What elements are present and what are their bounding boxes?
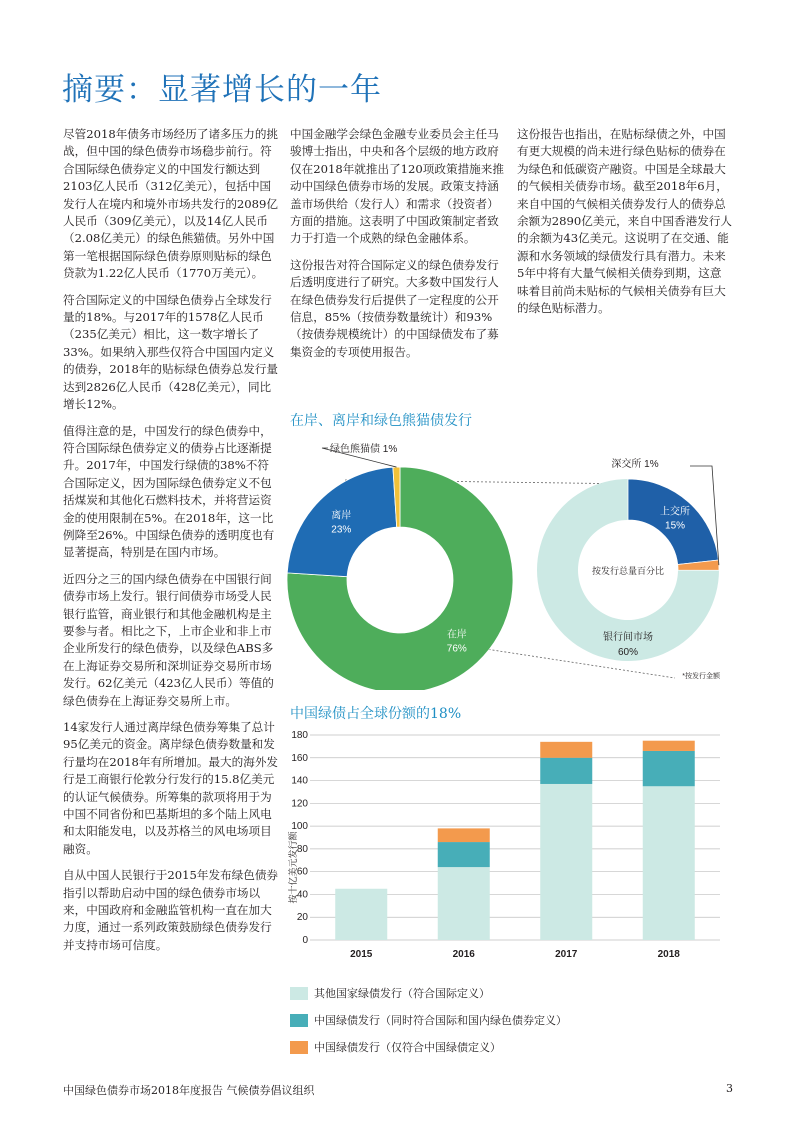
bar-segment xyxy=(438,867,490,940)
slice-name: 银行间市场 xyxy=(603,632,653,643)
page-title: 摘要：显著增长的一年 xyxy=(62,72,382,108)
column-2 xyxy=(290,126,505,370)
legend-label: 其他国家绿债发行（符合国际定义） xyxy=(314,987,490,1000)
bar-segment xyxy=(335,889,387,940)
bar-segment xyxy=(540,784,592,940)
x-tick-label: 2015 xyxy=(350,949,373,960)
slice-name: 在岸 xyxy=(446,629,467,641)
y-tick-label: 120 xyxy=(291,798,308,810)
bar-segment xyxy=(643,751,695,786)
slice-value: 23% xyxy=(331,524,352,536)
donut-charts xyxy=(280,440,740,690)
slice-value: 76% xyxy=(446,643,467,655)
paragraph: 符合国际定义的中国绿色债券占全球发行量的18%。与2017年的1578亿人民币（235亿美元）相比，这一数字增长了33%。如果纳入那些仅符合中国国内定义的债券，2018年的贴标绿色债券总发行量达到2826亿人民币（428亿美元），同比增长12%。 xyxy=(63,292,279,412)
donut-center-label: 按发行总量百分比 xyxy=(591,566,665,576)
y-tick-label: 80 xyxy=(296,843,308,855)
y-tick-label: 20 xyxy=(296,912,308,924)
slice-name: 上交所 xyxy=(660,506,691,518)
bar-segment xyxy=(643,741,695,751)
x-tick-label: 2018 xyxy=(657,949,680,960)
legend-swatch xyxy=(290,1014,308,1027)
slice-name: 绿色熊猫债 1% xyxy=(330,444,398,455)
column-3 xyxy=(517,126,732,326)
bar-chart xyxy=(280,725,730,980)
y-axis-label: 按十亿美元发行额 xyxy=(288,831,298,904)
legend-item xyxy=(290,985,490,1001)
bar-segment xyxy=(540,758,592,784)
paragraph: 中国金融学会绿色金融专业委员会主任马骏博士指出，中央和各个层级的地方政府仅在2018年就推出了120项政策措施来推动中国绿色债券市场的发展。政策支持涵盖市场供给（发行人）和需求（投资者）方面的措施。这表明了中国政策制定者致力于打造一个成熟的绿色金融体系。 xyxy=(290,127,504,246)
slice-name: 深交所 1% xyxy=(611,459,659,470)
y-tick-label: 0 xyxy=(302,935,308,946)
y-tick-label: 60 xyxy=(296,866,308,878)
legend-label: 中国绿债发行（同时符合国际和国内绿色债券定义） xyxy=(314,1014,567,1027)
paragraph: 近四分之三的国内绿色债券在中国银行间债券市场上发行。银行间债券市场受人民银行监管，商业银行和其他金融机构是主要参与者。相比之下，上市企业和非上市企业所发行的绿色债券，以及绿色ABS多在上海证券交易所和深圳证券交易所市场发行。62亿美元（423亿人民币）等值的绿色债券在上海证券交易所上市。 xyxy=(63,571,274,708)
bar-section-title: 中国绿债占全球份额的18% xyxy=(290,706,462,722)
column-1 xyxy=(63,126,278,963)
y-tick-label: 140 xyxy=(291,775,308,787)
slice-value: 15% xyxy=(665,520,686,532)
legend-swatch xyxy=(290,987,308,1000)
bar-segment xyxy=(438,842,490,867)
x-tick-label: 2016 xyxy=(452,949,475,960)
y-tick-label: 40 xyxy=(296,889,308,901)
donut-right xyxy=(537,457,721,680)
paragraph: 这份报告也指出，在贴标绿债之外，中国有更大规模的尚未进行绿色贴标的债券在为绿色和低碳资产融资。中国是全球最大的气候相关债券市场。截至2018年6月，来自中国的气候相关债券发行人的债券总余额为2890亿美元，来自中国香港发行人的余额为43亿美元。这说明了在交通、能源和水务领域的绿债发行具有潜力。未来5年中将有大量气候相关债券到期，这意味着目前尚未贴标的气候相关债券有巨大的绿色贴标潜力。 xyxy=(517,127,733,316)
donut-section-title: 在岸、离岸和绿色熊猫债发行 xyxy=(290,413,472,429)
paragraph: 14家发行人通过离岸绿色债券筹集了总计95亿美元的资金。离岸绿色债券数量和发行量均在2018年有所增加。最大的海外发行是工商银行伦敦分行发行的15.8亿美元的认证气候债券。所筹集的款项将用于为中国不同省份和巴基斯坦的多个陆上风电和太阳能发电，以及苏格兰的风电场项目融资。 xyxy=(63,720,279,856)
x-tick-label: 2017 xyxy=(555,949,578,960)
slice-value: 60% xyxy=(617,647,639,658)
paragraph: 自从中国人民银行于2015年发布绿色债券指引以帮助启动中国的绿色债券市场以来，中国政府和金融监管机构一直在加大力度，通过一系列政策鼓励绿色债券发行并支持市场可信度。 xyxy=(63,868,279,952)
paragraph: 尽管2018年债务市场经历了诸多压力的挑战，但中国的绿色债券市场稳步前行。符合国际绿色债券定义的中国发行额达到2103亿人民币（312亿美元），包括中国发行人在境内和境外市场共发行的2089亿人民币（309亿美元），以及14亿人民币（2.08亿美元）的绿色熊猫债。另外中国第一笔根据国际绿色债券原则贴标的绿色贷款为1.22亿人民币（1770万美元）。 xyxy=(63,127,279,281)
legend-swatch xyxy=(290,1041,308,1054)
legend-label: 中国绿债发行（仅符合中国绿债定义） xyxy=(314,1041,501,1054)
bar-segment xyxy=(540,742,592,758)
legend-item xyxy=(290,1012,567,1028)
bar-segment xyxy=(438,828,490,842)
donut-left xyxy=(287,442,513,690)
bar-segment xyxy=(643,786,695,940)
donut-slice xyxy=(287,467,396,576)
page-number: 3 xyxy=(726,1082,733,1095)
paragraph: 值得注意的是，中国发行的绿色债券中，符合国际绿色债券定义的债券占比逐渐提升。2017年，中国发行绿债的38%不符合国际定义，因为国际绿色债券定义不包括煤炭和其他化石燃料技术，并将营运资金的使用限制在5%。在2018年，这一比例降至26%。中国绿色债券的透明度也有显著提高，特别是在国内市场。 xyxy=(63,423,275,560)
footer-text: 中国绿色债券市场2018年度报告 气候债券倡议组织 xyxy=(63,1084,315,1097)
paragraph: 这份报告对符合国际定义的绿色债券发行后透明度进行了研究。大多数中国发行人在绿色债券发行后提供了一定程度的公开信息，85%（按债券数量统计）和93%（按债券规模统计）的中国绿债发布了募集资金的专项使用报告。 xyxy=(290,257,499,359)
y-tick-label: 180 xyxy=(291,730,308,741)
y-tick-label: 100 xyxy=(291,821,308,833)
y-tick-label: 160 xyxy=(291,752,308,764)
chart-note: *按发行金额 xyxy=(682,673,720,680)
legend-item xyxy=(290,1039,501,1055)
slice-name: 离岸 xyxy=(331,510,352,522)
